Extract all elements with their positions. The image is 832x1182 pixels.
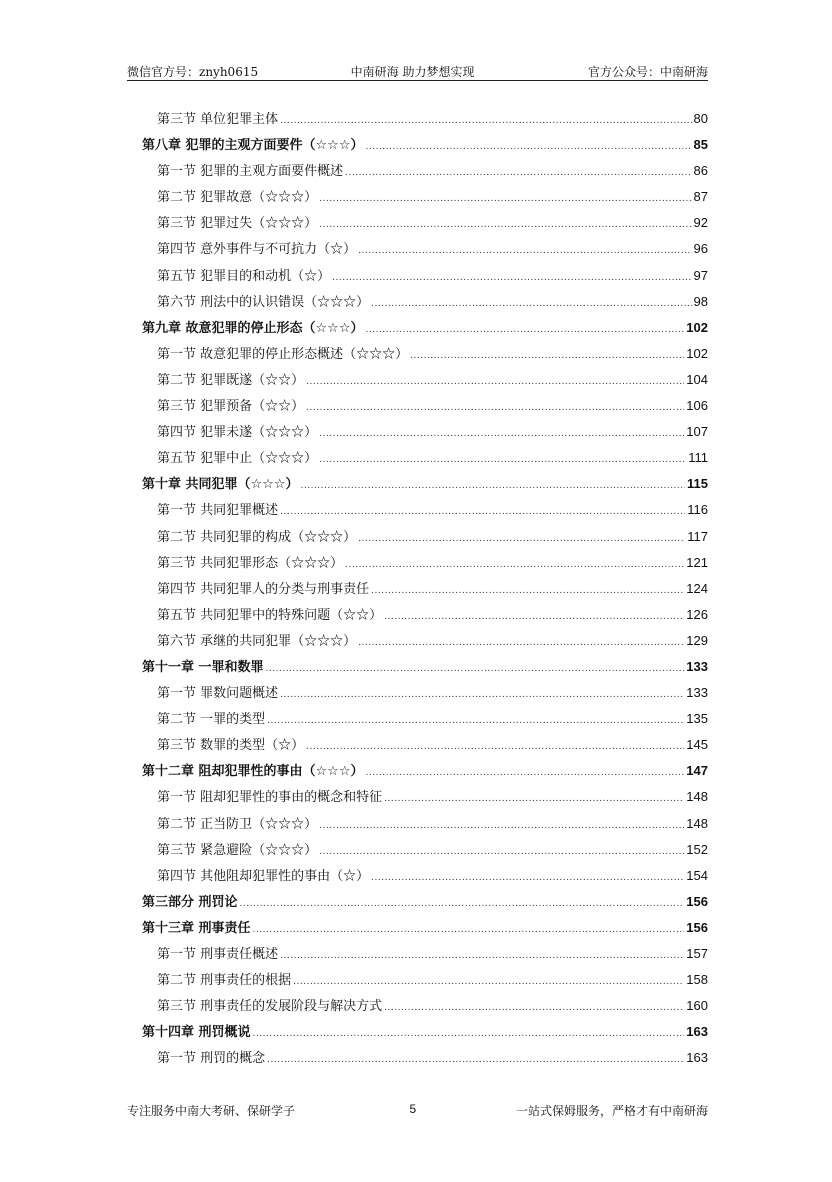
- toc-leader-dots: [280, 943, 684, 969]
- toc-entry-page: 80: [693, 111, 708, 126]
- toc-entry-page: 158: [686, 972, 708, 988]
- toc-entry-title: 第四节 意外事件与不可抗力（☆）: [157, 242, 357, 258]
- toc-entry-title: 第二节 共同犯罪的构成（☆☆☆）: [157, 529, 357, 545]
- toc-entry-title: 第六节 承继的共同犯罪（☆☆☆）: [157, 633, 357, 649]
- toc-leader-dots: [358, 238, 691, 264]
- toc-leader-dots: [371, 291, 691, 317]
- toc-section-entry[interactable]: [142, 497, 708, 523]
- toc-entry-page: 163: [686, 1024, 708, 1040]
- header-official-account: 官方公众号：中南研海: [587, 65, 708, 79]
- toc-leader-dots: [293, 969, 684, 995]
- toc-entry-page: 163: [686, 1050, 708, 1066]
- toc-entry-title: 第三节 紧急避险（☆☆☆）: [157, 842, 318, 858]
- toc-entry-page: 121: [686, 554, 708, 570]
- toc-leader-dots: [319, 447, 686, 473]
- header-slogan: 中南研海 助力梦想实现: [350, 65, 475, 79]
- toc-entry-page: 111: [688, 450, 708, 466]
- toc-entry-page: 97: [693, 267, 708, 283]
- toc-entry-page: 102: [686, 319, 708, 335]
- toc-entry-page: 104: [686, 371, 708, 387]
- toc-section-entry[interactable]: [142, 367, 708, 393]
- toc-chapter-entry[interactable]: [142, 132, 708, 158]
- toc-leader-dots: [253, 1021, 685, 1047]
- toc-leader-dots: [280, 108, 691, 134]
- header-wechat-id: 微信官方号：znyh0615: [127, 65, 259, 79]
- toc-leader-dots: [345, 552, 684, 578]
- toc-section-entry[interactable]: [142, 784, 708, 810]
- toc-leader-dots: [319, 212, 691, 238]
- toc-leader-dots: [319, 813, 684, 839]
- toc-leader-dots: [371, 865, 684, 891]
- toc-chapter-entry[interactable]: [142, 471, 708, 497]
- toc-entry-page: 116: [687, 502, 708, 518]
- toc-section-entry[interactable]: [142, 289, 708, 315]
- toc-leader-dots: [358, 630, 684, 656]
- toc-leader-dots: [267, 708, 684, 734]
- toc-entry-title: 第一节 故意犯罪的停止形态概述（☆☆☆）: [157, 346, 409, 362]
- toc-entry-title: 第四节 其他阻却犯罪性的事由（☆）: [157, 868, 370, 884]
- toc-section-entry[interactable]: [142, 419, 708, 445]
- toc-entry-title: 第五节 犯罪中止（☆☆☆）: [157, 451, 318, 467]
- toc-entry-title: 第三节 刑事责任的发展阶段与解决方式: [157, 999, 383, 1015]
- toc-leader-dots: [240, 891, 685, 917]
- toc-section-entry[interactable]: [142, 1045, 708, 1071]
- toc-section-entry[interactable]: [142, 341, 708, 367]
- toc-section-entry[interactable]: [142, 393, 708, 419]
- toc-leader-dots: [358, 526, 685, 552]
- toc-entry-title: 第一节 阻却犯罪性的事由的概念和特征: [157, 790, 383, 806]
- toc-entry-title: 第一节 刑事责任概述: [157, 947, 279, 962]
- toc-entry-title: 第二节 刑事责任的根据: [157, 973, 292, 989]
- toc-section-entry[interactable]: [142, 236, 708, 262]
- toc-entry-title: 第十章 共同犯罪（☆☆☆）: [142, 477, 299, 493]
- toc-entry-title: 第一节 刑罚的概念: [157, 1051, 266, 1067]
- toc-section-entry[interactable]: [142, 263, 708, 289]
- toc-chapter-entry[interactable]: [142, 915, 708, 941]
- toc-entry-title: 第二节 正当防卫（☆☆☆）: [157, 816, 318, 832]
- toc-entry-page: 106: [686, 398, 708, 414]
- toc-section-entry[interactable]: [142, 210, 708, 236]
- toc-entry-page: 157: [686, 946, 708, 961]
- toc-leader-dots: [371, 578, 684, 604]
- footer-right-text: 一站式保姆服务，严格才有中南研海: [515, 1104, 708, 1118]
- toc-entry-page: 117: [687, 528, 708, 544]
- toc-entry-page: 148: [686, 815, 708, 831]
- toc-section-entry[interactable]: [142, 732, 708, 758]
- toc-leader-dots: [366, 134, 692, 160]
- toc-entry-title: 第一节 共同犯罪概述: [157, 503, 279, 519]
- toc-entry-page: 156: [686, 893, 708, 909]
- toc-section-entry[interactable]: [142, 184, 708, 210]
- toc-entry-page: 133: [686, 685, 708, 701]
- toc-entry-title: 第三部分 刑罚论: [142, 894, 238, 910]
- toc-leader-dots: [319, 186, 691, 212]
- toc-entry-title: 第二节 一罪的类型: [157, 712, 266, 728]
- toc-section-entry[interactable]: [142, 967, 708, 993]
- toc-entry-page: 85: [693, 137, 708, 153]
- toc-chapter-entry[interactable]: [142, 654, 708, 680]
- toc-entry-page: 98: [693, 293, 708, 309]
- toc-entry-title: 第四节 共同犯罪人的分类与刑事责任: [157, 581, 370, 597]
- toc-entry-title: 第八章 犯罪的主观方面要件（☆☆☆）: [142, 138, 364, 154]
- toc-leader-dots: [306, 369, 684, 395]
- toc-entry-page: 147: [686, 763, 708, 779]
- toc-section-entry[interactable]: [142, 941, 708, 967]
- toc-entry-page: 160: [686, 998, 708, 1014]
- toc-entry-page: 135: [686, 711, 708, 727]
- toc-entry-page: 156: [686, 919, 708, 935]
- toc-entry-page: 87: [693, 189, 708, 205]
- toc-section-entry[interactable]: [142, 837, 708, 863]
- toc-leader-dots: [410, 343, 684, 369]
- toc-entry-title: 第三节 犯罪过失（☆☆☆）: [157, 216, 318, 232]
- toc-entry-page: 107: [686, 424, 708, 440]
- toc-section-entry[interactable]: [142, 106, 708, 132]
- toc-entry-title: 第三节 犯罪预备（☆☆）: [157, 399, 305, 415]
- toc-entry-page: 96: [693, 241, 708, 257]
- toc-section-entry[interactable]: [142, 445, 708, 471]
- toc-entry-page: 126: [686, 606, 708, 622]
- page-footer: [127, 1102, 708, 1120]
- toc-entry-title: 第十四章 刑罚概说: [142, 1025, 251, 1041]
- toc-entry-title: 第三节 数罪的类型（☆）: [157, 738, 305, 754]
- toc-leader-dots: [384, 995, 684, 1021]
- toc-entry-title: 第十一章 一罪和数罪: [142, 659, 264, 675]
- toc-section-entry[interactable]: [142, 863, 708, 889]
- toc-section-entry[interactable]: [142, 576, 708, 602]
- toc-section-entry[interactable]: [142, 158, 708, 184]
- toc-entry-title: 第五节 共同犯罪中的特殊问题（☆☆）: [157, 607, 383, 623]
- toc-entry-page: 92: [693, 215, 708, 231]
- toc-chapter-entry[interactable]: [142, 1019, 708, 1045]
- footer-left-text: 专注服务中南大考研、保研学子: [127, 1104, 296, 1118]
- toc-entry-page: 154: [686, 867, 708, 883]
- toc-entry-page: 145: [686, 737, 708, 753]
- toc-leader-dots: [319, 421, 684, 447]
- toc-leader-dots: [301, 473, 686, 499]
- toc-section-entry[interactable]: [142, 993, 708, 1019]
- toc-entry-title: 第二节 犯罪故意（☆☆☆）: [157, 190, 318, 206]
- toc-section-entry[interactable]: [142, 628, 708, 654]
- toc-leader-dots: [280, 499, 685, 525]
- toc-section-entry[interactable]: [142, 811, 708, 837]
- toc-leader-dots: [366, 760, 685, 786]
- toc-entry-page: 129: [686, 632, 708, 648]
- toc-leader-dots: [266, 656, 685, 682]
- toc-leader-dots: [384, 786, 684, 812]
- toc-chapter-entry[interactable]: [142, 315, 708, 341]
- toc-leader-dots: [306, 395, 684, 421]
- table-of-contents: [142, 106, 708, 1071]
- toc-entry-page: 124: [686, 580, 708, 596]
- toc-chapter-entry[interactable]: [142, 758, 708, 784]
- toc-entry-title: 第一节 罪数问题概述: [157, 686, 279, 702]
- toc-entry-title: 第二节 犯罪既遂（☆☆）: [157, 372, 305, 388]
- toc-section-entry[interactable]: [142, 602, 708, 628]
- toc-section-entry[interactable]: [142, 680, 708, 706]
- toc-entry-title: 第一节 犯罪的主观方面要件概述: [157, 164, 344, 180]
- toc-entry-title: 第六节 刑法中的认识错误（☆☆☆）: [157, 294, 370, 310]
- toc-entry-title: 第三节 单位犯罪主体: [157, 112, 279, 127]
- toc-leader-dots: [280, 682, 684, 708]
- toc-entry-title: 第五节 犯罪目的和动机（☆）: [157, 268, 331, 284]
- toc-entry-page: 152: [686, 841, 708, 857]
- toc-leader-dots: [332, 265, 691, 291]
- toc-entry-page: 133: [686, 658, 708, 674]
- toc-leader-dots: [253, 917, 685, 943]
- toc-section-entry[interactable]: [142, 706, 708, 732]
- toc-leader-dots: [267, 1047, 684, 1073]
- toc-entry-title: 第十二章 阻却犯罪性的事由（☆☆☆）: [142, 764, 364, 780]
- toc-entry-page: 102: [686, 345, 708, 361]
- toc-entry-page: 86: [693, 163, 708, 179]
- toc-entry-page: 115: [687, 476, 708, 492]
- toc-leader-dots: [384, 604, 684, 630]
- toc-chapter-entry[interactable]: [142, 889, 708, 915]
- toc-leader-dots: [319, 839, 684, 865]
- toc-section-entry[interactable]: [142, 524, 708, 550]
- toc-entry-title: 第四节 犯罪未遂（☆☆☆）: [157, 425, 318, 441]
- toc-entry-title: 第三节 共同犯罪形态（☆☆☆）: [157, 555, 344, 571]
- page-header: [127, 62, 708, 81]
- toc-leader-dots: [345, 160, 691, 186]
- page-number: 5: [409, 1102, 417, 1116]
- toc-leader-dots: [366, 317, 685, 343]
- toc-entry-title: 第十三章 刑事责任: [142, 920, 251, 936]
- toc-entry-page: 148: [686, 789, 708, 805]
- toc-section-entry[interactable]: [142, 550, 708, 576]
- toc-leader-dots: [306, 734, 684, 760]
- toc-entry-title: 第九章 故意犯罪的停止形态（☆☆☆）: [142, 320, 364, 336]
